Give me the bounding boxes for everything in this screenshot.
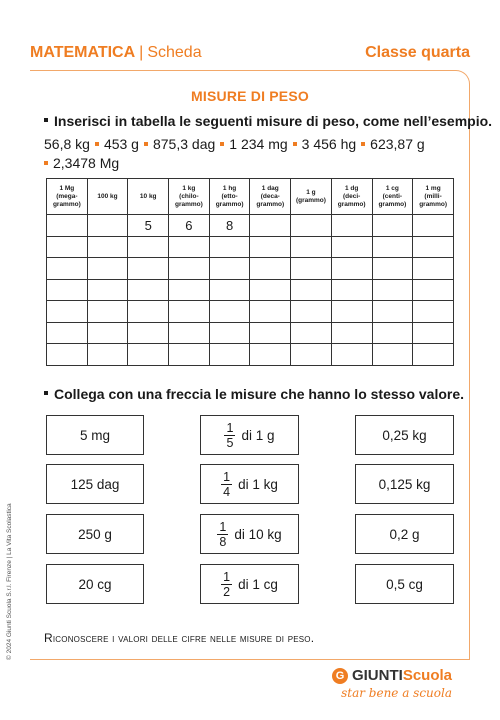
table-cell[interactable] <box>331 344 372 366</box>
unit-header-line: grammo) <box>175 200 203 208</box>
right-measure-box[interactable]: 0,25 kg <box>355 415 454 455</box>
table-cell[interactable] <box>291 236 332 258</box>
table-cell[interactable] <box>331 236 372 258</box>
table-cell[interactable] <box>87 258 128 280</box>
table-cell[interactable] <box>331 279 372 301</box>
fraction-numerator: 1 <box>223 469 231 484</box>
unit-header-line: grammo) <box>215 200 244 208</box>
table-cell[interactable] <box>372 279 413 301</box>
learning-objective: Riconoscere i valori delle cifre nelle misure di peso. <box>44 631 315 645</box>
unit-column-header <box>413 179 454 215</box>
table-cell[interactable] <box>372 344 413 366</box>
table-cell[interactable] <box>413 344 454 366</box>
header-left <box>30 44 202 62</box>
unit-header-line: (grammo) <box>295 196 326 204</box>
table-cell[interactable] <box>169 301 210 323</box>
measure-item: 1 234 mg <box>229 136 288 152</box>
left-measure-box[interactable]: 5 mg <box>46 415 144 455</box>
table-cell[interactable] <box>250 215 291 237</box>
table-cell[interactable] <box>291 322 332 344</box>
table-cell[interactable] <box>413 258 454 280</box>
table-cell[interactable] <box>250 258 291 280</box>
measure-item: 3 456 hg <box>301 136 357 152</box>
bullet-icon <box>44 118 48 122</box>
fraction-text: di 1 kg <box>238 476 278 492</box>
table-cell[interactable] <box>413 279 454 301</box>
left-measure-box[interactable]: 125 dag <box>46 464 144 504</box>
table-cell[interactable] <box>209 279 250 301</box>
table-cell[interactable] <box>87 322 128 344</box>
unit-column-header <box>47 179 88 215</box>
table-cell[interactable] <box>291 215 332 237</box>
orange-dot-icon <box>95 142 99 146</box>
table-cell[interactable] <box>128 279 169 301</box>
unit-header-line: 1 mg <box>425 184 441 192</box>
table-cell[interactable] <box>169 344 210 366</box>
unit-column-header <box>87 179 128 215</box>
measure-item: 623,87 g <box>370 136 425 152</box>
fraction <box>224 422 235 449</box>
left-measure-box[interactable]: 250 g <box>46 514 144 554</box>
page-title: MISURE DI PESO <box>191 88 309 104</box>
orange-dot-icon <box>361 142 365 146</box>
unit-header-line: (etto- <box>221 192 238 200</box>
unit-column-header <box>372 179 413 215</box>
page-header <box>30 44 470 68</box>
table-cell[interactable] <box>128 322 169 344</box>
orange-dot-icon <box>44 161 48 165</box>
unit-header-line: grammo) <box>419 200 447 208</box>
table-cell[interactable] <box>47 258 88 280</box>
fraction-numerator: 1 <box>223 569 231 584</box>
class-label: Classe quarta <box>365 44 470 61</box>
table-cell[interactable] <box>87 301 128 323</box>
table-cell[interactable] <box>372 215 413 237</box>
fraction <box>221 471 232 498</box>
unit-header-line: 100 kg <box>97 192 118 200</box>
table-cell[interactable] <box>209 322 250 344</box>
table-cell[interactable] <box>372 258 413 280</box>
unit-header-line: 1 dg <box>344 184 359 192</box>
table-cell[interactable] <box>291 344 332 366</box>
table-row <box>47 279 454 301</box>
table-cell[interactable] <box>413 215 454 237</box>
fraction-text: di 1 cg <box>238 576 278 592</box>
table-cell[interactable]: 5 <box>128 215 169 237</box>
table-cell[interactable] <box>413 236 454 258</box>
table-cell[interactable] <box>291 258 332 280</box>
table-cell[interactable] <box>413 301 454 323</box>
unit-column-header <box>209 179 250 215</box>
right-measure-box[interactable]: 0,5 cg <box>355 564 454 604</box>
fraction-text: di 10 kg <box>234 526 282 542</box>
unit-header-line: (deci- <box>342 192 361 200</box>
giunti-g-logo-icon: G <box>332 668 348 684</box>
table-cell[interactable] <box>209 236 250 258</box>
table-cell[interactable] <box>250 236 291 258</box>
table-header-row <box>47 179 454 215</box>
table-row <box>47 215 454 237</box>
fraction-denominator: 4 <box>223 484 231 499</box>
left-measure-box[interactable]: 20 cg <box>46 564 144 604</box>
unit-header-line: grammo) <box>256 200 285 208</box>
fraction-denominator: 2 <box>223 584 231 599</box>
unit-header-line: 1 hg <box>222 184 237 192</box>
unit-header-line: grammo) <box>378 200 407 208</box>
fraction-text: di 1 g <box>241 427 275 443</box>
measure-item: 2,3478 Mg <box>53 155 120 171</box>
table-cell[interactable] <box>209 344 250 366</box>
unit-header-line: (centi- <box>382 192 403 200</box>
table-cell[interactable] <box>169 279 210 301</box>
table-row <box>47 258 454 280</box>
table-cell[interactable] <box>209 301 250 323</box>
logo-brand <box>332 667 452 684</box>
table-cell[interactable] <box>250 301 291 323</box>
table-cell[interactable] <box>413 322 454 344</box>
fraction-numerator: 1 <box>226 420 234 435</box>
table-cell[interactable] <box>169 236 210 258</box>
fraction-measure-box[interactable] <box>200 564 299 604</box>
table-cell[interactable] <box>47 301 88 323</box>
table-cell[interactable] <box>331 322 372 344</box>
header-separator: | <box>139 44 144 61</box>
exercise2-instruction <box>44 386 464 402</box>
table-body <box>47 215 454 366</box>
measure-item: 875,3 dag <box>152 136 216 152</box>
table-cell[interactable] <box>291 279 332 301</box>
publisher-logo <box>332 667 452 700</box>
unit-column-header <box>291 179 332 215</box>
table-cell[interactable] <box>47 344 88 366</box>
table-row <box>47 236 454 258</box>
orange-dot-icon <box>293 142 297 146</box>
table-cell[interactable] <box>250 279 291 301</box>
unit-column-header <box>128 179 169 215</box>
table-cell[interactable] <box>128 258 169 280</box>
unit-header-line: grammo) <box>52 200 81 208</box>
unit-column-header <box>331 179 372 215</box>
table-cell[interactable] <box>372 322 413 344</box>
unit-column-header <box>250 179 291 215</box>
table-cell[interactable] <box>169 322 210 344</box>
fraction-numerator: 1 <box>219 519 227 534</box>
table-cell[interactable] <box>331 258 372 280</box>
logo-tagline: star bene a scuola <box>341 686 452 700</box>
table-cell[interactable] <box>128 301 169 323</box>
exercise2-instruction-text: Collega con una freccia le misure che hanno lo stesso valore. <box>54 386 465 402</box>
fraction-denominator: 5 <box>226 435 234 450</box>
unit-header-line: 1 Mg <box>59 184 75 192</box>
table-cell[interactable]: 8 <box>209 215 250 237</box>
unit-header-line: 10 kg <box>139 192 157 200</box>
table-cell[interactable] <box>331 301 372 323</box>
bullet-icon <box>44 391 48 395</box>
logo-brand-a: GIUNTI <box>351 667 403 684</box>
unit-column-header <box>169 179 210 215</box>
table-cell[interactable] <box>47 279 88 301</box>
table-cell[interactable] <box>250 344 291 366</box>
orange-dot-icon <box>144 142 148 146</box>
table-cell[interactable] <box>47 236 88 258</box>
table-cell[interactable] <box>128 344 169 366</box>
table-cell[interactable] <box>47 215 88 237</box>
unit-header-line: (milli- <box>424 192 442 200</box>
unit-header-line: 1 dag <box>261 184 279 192</box>
table-cell[interactable] <box>250 322 291 344</box>
table-cell[interactable] <box>87 344 128 366</box>
logo-brand-b: Scuola <box>402 667 452 684</box>
measures-list <box>44 135 464 173</box>
table-cell[interactable] <box>128 236 169 258</box>
exercise1-instruction <box>44 113 492 129</box>
copyright-note: © 2024 Giunti Scuola S.r.l. Firenze | La Vita Scolastica <box>6 503 13 660</box>
table-cell[interactable] <box>169 258 210 280</box>
fraction-measure-box[interactable] <box>200 514 299 554</box>
table-cell[interactable] <box>291 301 332 323</box>
table-row <box>47 322 454 344</box>
exercise1-instruction-text: Inserisci in tabella le seguenti misure di peso, come nell’esempio. <box>54 113 493 129</box>
fraction <box>221 571 232 598</box>
table-cell[interactable] <box>331 215 372 237</box>
unit-header-line: 1 kg <box>182 184 196 192</box>
fraction-measure-box[interactable] <box>200 415 299 455</box>
table-cell[interactable] <box>209 258 250 280</box>
table-row <box>47 344 454 366</box>
unit-header-line: (mega- <box>56 192 78 200</box>
table-cell[interactable] <box>372 236 413 258</box>
subject-label: MATEMATICA <box>30 44 136 61</box>
fraction <box>217 521 228 548</box>
fraction-measure-box[interactable] <box>200 464 299 504</box>
unit-header-line: 1 cg <box>385 184 399 192</box>
table-cell[interactable] <box>47 322 88 344</box>
table-cell[interactable] <box>87 279 128 301</box>
fraction-denominator: 8 <box>219 534 227 549</box>
right-measure-box[interactable]: 0,125 kg <box>355 464 454 504</box>
sheet-type-label: Scheda <box>147 44 202 61</box>
table-cell[interactable] <box>87 215 128 237</box>
table-row <box>47 301 454 323</box>
unit-header-line: 1 g <box>306 188 316 196</box>
unit-header-line: (deca- <box>260 192 280 200</box>
measure-item: 453 g <box>103 136 139 152</box>
unit-header-line: (chilo- <box>179 192 199 200</box>
orange-dot-icon <box>220 142 224 146</box>
table-cell[interactable] <box>87 236 128 258</box>
right-measure-box[interactable]: 0,2 g <box>355 514 454 554</box>
table-cell[interactable]: 6 <box>169 215 210 237</box>
units-table <box>46 178 454 366</box>
table-cell[interactable] <box>372 301 413 323</box>
measure-item: 56,8 kg <box>44 136 90 152</box>
unit-header-line: grammo) <box>337 200 366 208</box>
